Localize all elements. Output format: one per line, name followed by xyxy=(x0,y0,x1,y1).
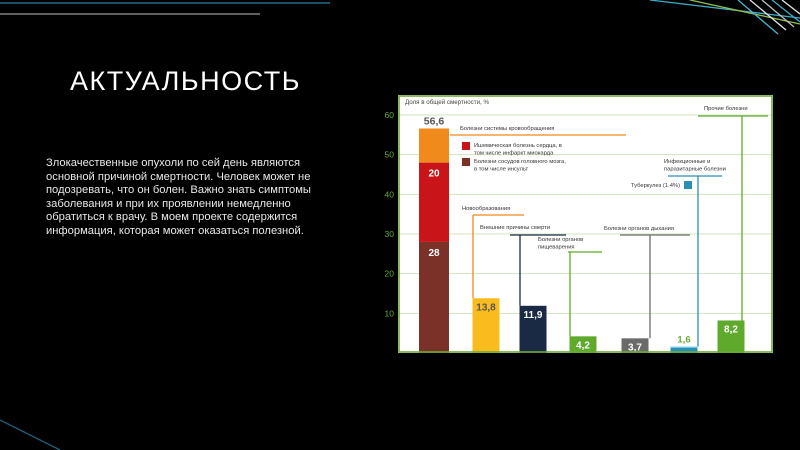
category-annotation: Прочие болезни xyxy=(704,106,748,112)
category-annotation: Болезни системы кровообращения xyxy=(460,126,555,132)
category-annotation: Болезни органов xyxy=(538,237,584,243)
category-annotation: паразитарные болезни xyxy=(664,166,726,173)
bar-data-label: 56,6 xyxy=(423,115,445,128)
legend-swatch xyxy=(462,142,470,150)
slide-title: АКТУАЛЬНОСТЬ xyxy=(70,66,301,96)
y-tick-label: 20 xyxy=(384,268,394,279)
category-annotation: Внешние причины смерти xyxy=(480,225,551,231)
legend-label: в том числе инсульт xyxy=(474,166,529,173)
legend-swatch xyxy=(462,158,470,166)
mortality-chart xyxy=(398,95,773,353)
legend-swatch xyxy=(684,181,692,189)
category-annotation: Инфекционные и xyxy=(664,159,711,165)
category-annotation: Новообразования xyxy=(462,206,511,212)
bar-segment xyxy=(419,128,449,162)
bar-data-label: 11,9 xyxy=(523,309,543,321)
bar-data-label: 1,6 xyxy=(677,334,691,346)
y-tick-label: 50 xyxy=(384,149,394,160)
y-tick-label: 10 xyxy=(384,308,394,319)
bar-data-label: 13,8 xyxy=(476,302,496,314)
legend-label: Болезни сосудов головного мозга, xyxy=(474,159,566,165)
segment-data-label: 28 xyxy=(428,247,440,259)
category-annotation: пищеварения xyxy=(538,244,575,251)
bar-data-label: 3,7 xyxy=(628,342,642,353)
bar-data-label: 8,2 xyxy=(724,324,738,336)
chart-background xyxy=(398,95,773,353)
chart-svg xyxy=(398,95,773,353)
y-tick-label: 30 xyxy=(384,229,394,239)
legend-label: том числе инфаркт миокарда xyxy=(474,150,554,157)
y-tick-label: 60 xyxy=(384,110,394,120)
legend-label: Ишемическая болезнь сердца, в xyxy=(474,143,562,149)
legend-label: Туберкулез (1.4%) xyxy=(630,183,680,189)
y-axis-label: Доля в общей смертности, % xyxy=(405,99,489,106)
y-tick-label: 40 xyxy=(384,189,394,200)
category-annotation: Болезни органов дыхания xyxy=(604,226,675,232)
segment-data-label: 20 xyxy=(428,168,440,180)
y-axis-ticks xyxy=(360,95,400,353)
bar-data-label: 4,2 xyxy=(576,340,590,352)
bar-segment xyxy=(671,347,698,348)
slide-body-text: Злокачественные опухоли по сей день являются основной причиной смертности. Человек может не подозревать, что он болен. Важно знать симптомы заболевания и при их проявлении немедленно обратиться к врачу. В моем проекте содержится информация, которая может оказаться полезной. xyxy=(46,157,311,237)
